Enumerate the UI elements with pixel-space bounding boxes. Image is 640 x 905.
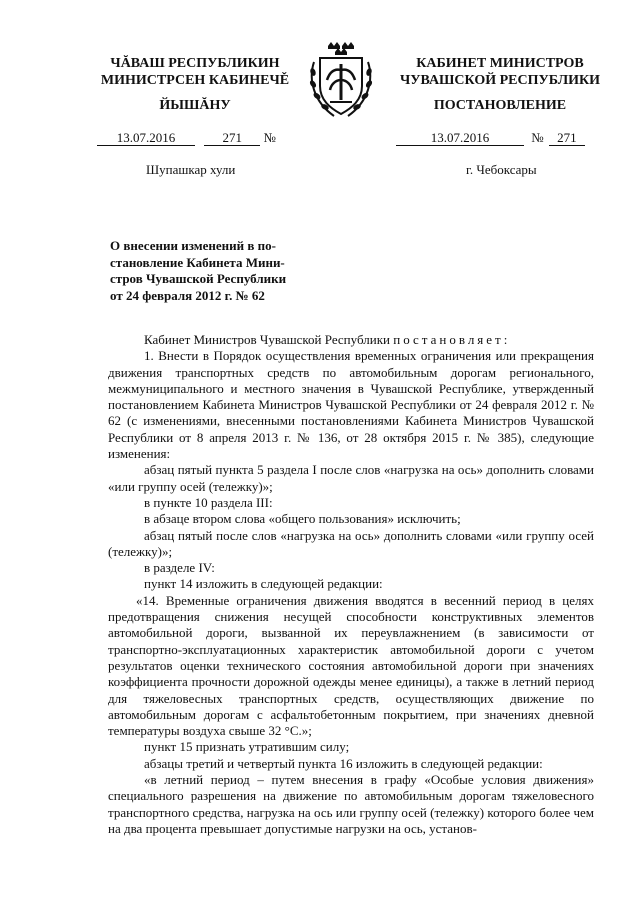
paragraph-9: пункт 15 признать утратившим силу;	[144, 739, 350, 755]
registration-right-number-sign: №	[531, 130, 544, 145]
registration-right	[396, 130, 585, 146]
header-left-line-2: МИНИСТРСЕН КАБИНЕЧĚ	[100, 73, 290, 88]
intro-subject: Кабинет Министров Чувашской Республики	[144, 332, 390, 347]
title-line-4: от 24 февраля 2012 г. № 62	[110, 287, 265, 303]
paragraph-10: абзацы третий и четвертый пункта 16 изложить в следующей редакции:	[144, 755, 543, 771]
paragraph-8: «14. Временные ограничения движения вводятся в весенний период в целях предотвращения снижения несущей способности конструктивных элементов автомобильной дороги, вызванной их переувлажнением (в зависимости от транспортно-эксплуатационных характеристик автомобильной дороги с учетом результатов оценки технического состояния автомобильной дороги при значениях коэффициента прочности дорожной одежды менее единицы), а также в летний период для тяжеловесных транспортных средств, осуществляющих движение по автомобильным дорогам с асфальтобетонным покрытием, при значениях дневной температуры воздуха свыше 32 °С.»;	[108, 592, 594, 739]
title-line-1: О внесении изменений в по-	[110, 238, 276, 253]
paragraph-11: «в летний период – путем внесения в графу «Особые условия движения» специального разрешения на движение по автомобильным дорогам тяжеловесного транспортного средства, нагрузка на ось или группу осей (тележку) которого более чем на два процента превышает допустимые нагрузки на ось, установ-	[108, 772, 594, 836]
header-right-line-1: КАБИНЕТ МИНИСТРОВ	[416, 56, 584, 71]
header-right-doc-type: ПОСТАНОВЛЕНИЕ	[433, 98, 567, 113]
header-left-doc-type: ЙЫШĂНУ	[159, 98, 231, 113]
registration-left	[97, 130, 276, 146]
header-left-line-1: ЧĂВАШ РЕСПУБЛИКИН	[110, 56, 280, 71]
title-line-2: становление Кабинета Мини-	[110, 254, 285, 270]
registration-left-number-sign: №	[263, 130, 276, 145]
intro-paragraph	[108, 332, 594, 348]
place-right: г. Чебоксары	[466, 162, 537, 177]
paragraph-7: пункт 14 изложить в следующей редакции:	[144, 576, 383, 592]
paragraph-2: абзац пятый пункта 5 раздела I после слов «нагрузка на ось» дополнить словами «или группу осей (тележку)»;	[108, 462, 594, 494]
paragraph-1: 1. Внести в Порядок осуществления временных ограничения или прекращения движения транспортных средств по автомобильным дорогам регионального, межмуниципального и местного значения в Чувашской Республике, утвержденный постановлением Кабинета Министров Чувашской Республики от 24 февраля 2012 г. № 62 (с изменениями, внесенными постановлениями Кабинета Министров Чувашской Республики от 8 апреля 2013 г. № 136, от 28 октября 2015 г. № 385), следующие изменения:	[108, 348, 594, 462]
title-line-3: стров Чувашской Республики	[110, 271, 287, 286]
header-right-line-2: ЧУВАШСКОЙ РЕСПУБЛИКИ	[399, 73, 601, 88]
header-right-authority	[390, 55, 610, 89]
paragraph-4: в абзаце втором слова «общего пользования» исключить;	[144, 511, 461, 527]
document-body	[108, 332, 594, 837]
registration-right-date: 13.07.2016	[396, 130, 524, 146]
paragraph-6: в разделе IV:	[144, 560, 215, 576]
header-left-authority	[95, 55, 295, 89]
paragraph-5: абзац пятый после слов «нагрузка на ось» дополнить словами «или группу осей (тележку)»;	[108, 527, 594, 559]
registration-left-number: 271	[204, 130, 260, 146]
paragraph-3: в пункте 10 раздела III:	[144, 494, 273, 510]
document-title	[110, 238, 306, 304]
registration-left-date: 13.07.2016	[97, 130, 195, 146]
place-left: Шупашкар хули	[146, 162, 236, 177]
coat-of-arms-emblem-icon	[306, 40, 376, 122]
intro-verb: постановляет:	[393, 332, 511, 347]
registration-right-number: 271	[549, 130, 585, 146]
